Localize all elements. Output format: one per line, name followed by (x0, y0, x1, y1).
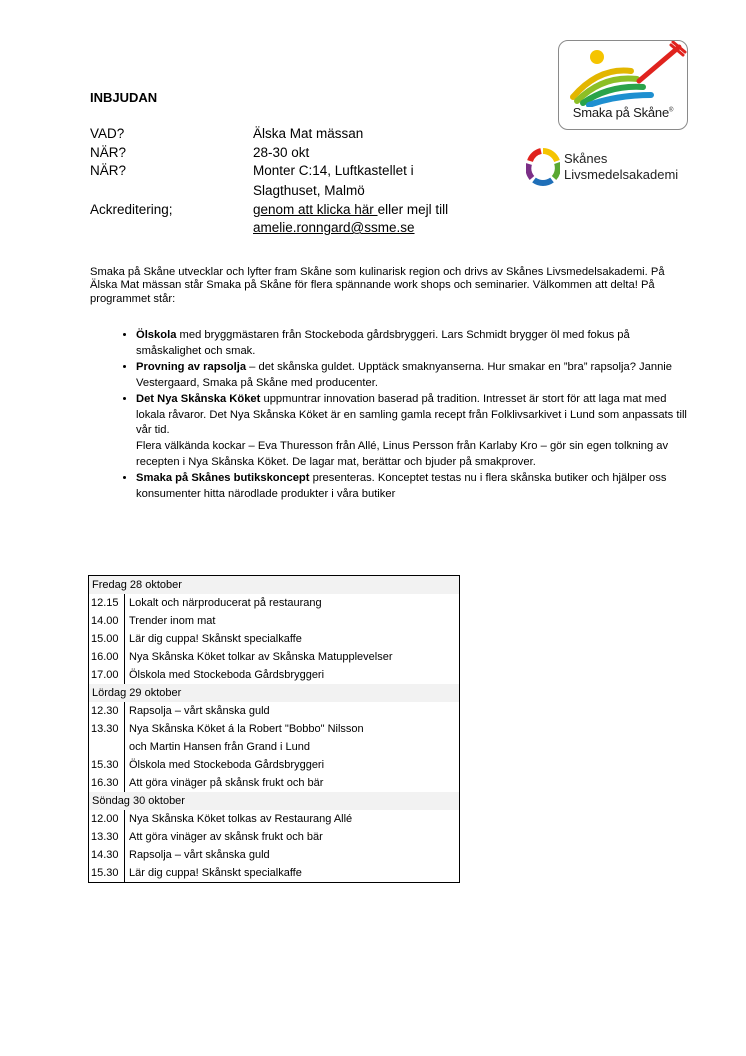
schedule-event: Nya Skånska Köket á la Robert "Bobbo" Nilsson (129, 723, 364, 735)
ackreditering-link[interactable]: genom att klicka här (253, 202, 378, 217)
table-row (89, 774, 459, 792)
table-row (89, 828, 459, 846)
akademi-ring-icon (526, 148, 560, 186)
schedule-time: 14.30 (89, 846, 125, 864)
table-row (89, 810, 459, 828)
schedule-event: Rapsolja – vårt skånska guld (129, 705, 270, 717)
schedule-time: 13.30 (89, 720, 125, 738)
schedule-event: Lär dig cuppa! Skånskt specialkaffe (129, 867, 302, 879)
intro-paragraph: Smaka på Skåne utvecklar och lyfter fram Skåne som kulinarisk region och drivs av Skånes Livsmedelsakademi. På Älska Mat mässan står Smaka på Skåne för flera spännande work shops och seminarier. Välkommen att delta! På programmet står: (90, 266, 665, 305)
schedule-time: 12.30 (89, 702, 125, 720)
table-row (89, 738, 459, 756)
ackreditering-value (253, 202, 448, 217)
table-row (89, 594, 459, 612)
schedule-time: 12.15 (89, 594, 125, 612)
nar-label: NÄR? (90, 145, 127, 160)
schedule-event: Att göra vinäger på skånsk frukt och bär (129, 777, 324, 789)
program-list (110, 328, 696, 503)
email-link[interactable] (253, 220, 415, 235)
list-item: • Ölskola med bryggmästaren från Stockeboda gårdsbryggeri. Lars Schmidt brygger öl med fokus på småskalighet och smak. (136, 328, 696, 360)
schedule-event: Trender inom mat (129, 615, 216, 627)
vad-label: VAD? (90, 126, 125, 141)
schedule-time: 14.00 (89, 612, 125, 630)
schedule-table (88, 575, 460, 883)
schedule-event: Nya Skånska Köket tolkas av Restaurang Allé (129, 813, 353, 825)
schedule-event: Rapsolja – vårt skånska guld (129, 849, 270, 861)
list-item: • Provning av rapsolja – det skånska guldet. Upptäck smaknyanserna. Hur smakar en ”bra” rapsolja? Jannie Vestergaard, Smaka på Skåne med producenter. (136, 360, 696, 392)
schedule-time (89, 738, 125, 756)
list-item: • Smaka på Skånes butikskoncept presenteras. Konceptet testas nu i flera skånska butiker och hjälper oss konsumenter hitta närodlade produkter i våra butiker (136, 471, 696, 503)
table-row (89, 648, 459, 666)
ackreditering-label: Ackreditering; (90, 202, 173, 217)
schedule-event: Ölskola med Stockeboda Gårdsbryggeri (129, 759, 325, 771)
table-row (89, 864, 459, 882)
table-row (89, 756, 459, 774)
schedule-time: 15.00 (89, 630, 125, 648)
page-title: INBJUDAN (90, 90, 158, 105)
table-row (89, 666, 459, 684)
akademi-wordmark: Skånes Livsmedelsakademi (564, 151, 679, 182)
schedule-day-header: Söndag 30 oktober (89, 792, 459, 810)
nar-location-value-line1: Monter C:14, Luftkastellet i (253, 163, 414, 178)
schedule-time: 17.00 (89, 666, 125, 684)
schedule-time: 16.30 (89, 774, 125, 792)
schedule-day-header: Fredag 28 oktober (89, 576, 459, 594)
schedule-event: Ölskola med Stockeboda Gårdsbryggeri (129, 669, 325, 681)
livsmedelsakademi-logo (526, 148, 686, 186)
table-row (89, 612, 459, 630)
schedule-time: 15.30 (89, 756, 125, 774)
schedule-event: Lokalt och närproducerat på restaurang (129, 597, 322, 609)
vad-value: Älska Mat mässan (253, 126, 364, 141)
schedule-event: Lär dig cuppa! Skånskt specialkaffe (129, 633, 302, 645)
schedule-day-header: Lördag 29 oktober (89, 684, 459, 702)
email-link-text[interactable]: amelie.ronngard@ssme.se (253, 220, 415, 235)
table-row (89, 702, 459, 720)
schedule-event: och Martin Hansen från Grand i Lund (129, 741, 310, 753)
table-row (89, 846, 459, 864)
table-row (89, 720, 459, 738)
fork-sun-icon (559, 41, 687, 107)
schedule-time: 13.30 (89, 828, 125, 846)
list-item: • Det Nya Skånska Köket uppmuntrar innovation baserad på tradition. Intresset är stort för att laga mat med lokala råvaror. Det Nya Skånska Köket är en samling gamla recept från Folklivsarkivet i Lund som anpassats till vår tid. Flera välkända kockar – Eva Thuresson från Allé, Linus Persson från Karlaby Kro – gör sin egen tolkning av recepten i Nya Skånska Köket. De lagar mat, berättar och bjuder på smakprover. (136, 392, 696, 472)
ackreditering-text: eller mejl till (377, 202, 449, 217)
logo-wordmark: Smaka på Skåne® (572, 105, 674, 120)
smaka-pa-skane-logo (558, 40, 688, 130)
schedule-time: 15.30 (89, 864, 125, 882)
nar-location-label: NÄR? (90, 163, 127, 178)
nar-location-value-line2: Slagthuset, Malmö (253, 183, 365, 198)
schedule-time: 12.00 (89, 810, 125, 828)
schedule-time: 16.00 (89, 648, 125, 666)
schedule-event: Att göra vinäger av skånsk frukt och bär (129, 831, 323, 843)
table-row (89, 630, 459, 648)
schedule-event: Nya Skånska Köket tolkar av Skånska Matupplevelser (129, 651, 393, 663)
nar-date-value: 28-30 okt (253, 145, 310, 160)
